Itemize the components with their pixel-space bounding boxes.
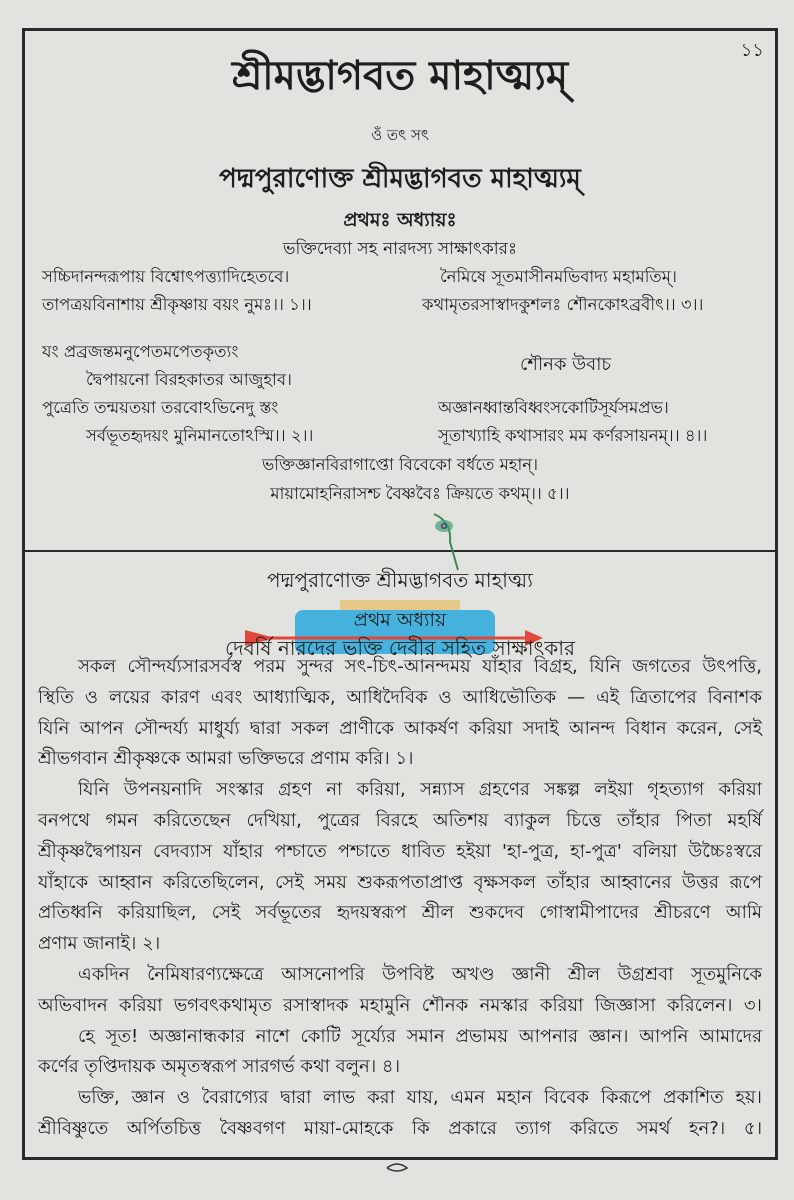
invocation: ওঁ তৎ সৎ — [371, 126, 429, 144]
meeting-heading: ভক্তিদেব্যা সহ নারদস্য সাক্ষাৎকারঃ — [282, 239, 518, 259]
text-line: যাঁহাকে আহ্বান করিতেছিলেন, সেই সময় শুকরূপতাপ্রাপ্ত বৃক্ষসকল তাঁহার আহ্বানের উত্তর রূপে — [38, 871, 762, 893]
text-line: শ্রীভগবান শ্রীকৃষ্ণকে আমরা ভক্তিভরে প্রণাম করি। ১। — [38, 748, 414, 770]
text-line: প্রণাম জানাই। ২। — [38, 933, 161, 955]
verse-5b: মায়ামোহনিরাসশ্চ বৈষ্ণবৈঃ ক্রিয়তে কথম্।। ৫।। — [270, 484, 570, 503]
verse-4a: অজ্ঞানধ্বান্তবিধ্বংসকোটিসূর্যসমপ্রভ। — [438, 398, 669, 417]
text-line: একদিন নৈমিষারণ্যক্ষেত্রে আসনোপরি উপবিষ্ট অখণ্ড জ্ঞানী শ্রীল উগ্রশ্রবা সূতমুনিকে — [78, 963, 762, 985]
peacock-feather-icon — [432, 512, 462, 572]
text-line: স্থিতি ও লয়ের কারণ এবং আধ্যাত্মিক, আধিদৈবিক ও আধিভৌতিক — এই ত্রিতাপের বিনাশক — [38, 686, 762, 708]
text-line: হে সূত! অজ্ঞানান্ধকার নাশে কোটি সূর্য্যের সমান প্রভাময় আপনার জ্ঞান। আপনি আমাদের — [78, 1025, 762, 1047]
page-number: ১১ — [740, 40, 764, 61]
section-divider — [22, 550, 778, 552]
verse-3b: কথামৃতরসাস্বাদকুশলঃ শৌনকোঽব্রবীৎ।। ৩।। — [422, 295, 704, 314]
verse-2c: পুত্রেতি তন্ময়তয়া তরবোঽভিনেদু স্তং — [42, 398, 279, 417]
verse-3a: নৈমিষে সূতমাসীনমভিবাদ্য মহামতিম্। — [440, 267, 677, 286]
speaker-label: শৌনক উবাচ — [520, 354, 612, 375]
text-line: যিনি উপনয়নাদি সংস্কার গ্রহণ না করিয়া, সন্ন্যাস গ্রহণের সঙ্কল্প লইয়া গৃহত্যাগ করিয়া — [78, 779, 762, 801]
text-line: শ্রীকৃষ্ণদ্বৈপায়ন বেদব্যাস যাঁহার পশ্চাতে পশ্চাতে ধাবিত হইয়া 'হা-পুত্র, হা-পুত্র' বলিয়া উচ্চৈঃস্বরে — [38, 840, 762, 862]
text-line: যিনি আপন সৌন্দর্য্য মাধুর্য্য দ্বারা সকল প্রাণীকে আকর্ষণ করিয়া সদাই আনন্দ বিধান করেন, সেই — [38, 717, 762, 739]
verse-5a: ভক্তিজ্ঞানবিরাগাপ্তো বিবেকো বর্ধতে মহান্। — [261, 455, 539, 474]
verse-2d: সর্বভূতহৃদয়ং মুনিমানতোঽস্মি।। ২।। — [86, 426, 314, 445]
verse-2b: দ্বৈপায়নো বিরহকাতর আজুহাব। — [86, 370, 292, 389]
text-line: প্রতিধ্বনি করিয়াছিল, সেই সর্বভূতের হৃদয়স্বরূপ শ্রীল শুকদেব গোস্বামীপাদের শ্রীচরণে আমি — [38, 902, 762, 924]
text-line: শ্রীবিষ্ণুতে অর্পিতচিত্ত বৈষ্ণবগণ মায়া-মোহকে কি প্রকারে ত্যাগ করিতে সমর্থ হন?। ৫। — [38, 1117, 762, 1139]
translation-chapter: প্রথম অধ্যায় — [353, 609, 447, 631]
chapter-heading: প্রথমঃ অধ্যায়ঃ — [343, 209, 457, 231]
verse-1a: সচ্চিদানন্দরূপায় বিশ্বোৎপত্ত্যাদিহেতবে। — [42, 267, 290, 286]
text-line: সকল সৌন্দর্য্যসারসর্বস্ব পরম সুন্দর সৎ-চিৎ-আনন্দময় যাঁহার বিগ্রহ, যিনি জগতের উৎপত্তি, — [78, 656, 762, 677]
text-line: ভক্তি, জ্ঞান ও বৈরাগ্যের দ্বারা লাভ করা যায়, এমন মহান বিবেক কিরূপে প্রকাশিত হয়। — [78, 1087, 762, 1109]
verse-2a: যং প্রব্রজন্তমনুপেতমপেতকৃত্যং — [42, 342, 239, 361]
translation-subheading: দেবর্ষি নারদের ভক্তি দেবীর সহিত সাক্ষাৎকার — [224, 636, 576, 660]
text-line: বনপথে গমন করিতেছেন দেখিয়া, পুত্রের বিরহে অতিশয় ব্যাকুল চিত্তে তাঁহার পিতা মহর্ষি — [38, 809, 762, 831]
translation-body — [38, 652, 762, 1145]
text-line: কর্ণের তৃপ্তিদায়ক অমৃতস্বরূপ সারগর্ভ কথা বলুন। ৪। — [38, 1056, 401, 1078]
subtitle: পদ্মপুরাণোক্ত শ্রীমদ্ভাগবত মাহাত্ম্যম্ — [219, 164, 581, 194]
verse-1b: তাপত্রয়বিনাশায় শ্রীকৃষ্ণায় বয়ং নুমঃ।। ১।। — [42, 295, 312, 314]
text-line: অভিবাদন করিয়া ভগবৎকথামৃত রসাস্বাদক মহামুনি শৌনক নমস্কার করিয়া জিজ্ঞাসা করিলেন। ৩। — [38, 994, 762, 1016]
translation-heading: পদ্মপুরাণোক্ত শ্রীমদ্ভাগবত মাহাত্ম্য — [267, 568, 533, 592]
page-title: শ্রীমদ্ভাগবত মাহাত্ম্যম্ — [231, 53, 569, 99]
ornament-icon — [385, 1162, 409, 1174]
verse-4b: সূতাখ্যাহি কথাসারং মম কর্ণরসায়নম্।। ৪।। — [438, 426, 708, 445]
